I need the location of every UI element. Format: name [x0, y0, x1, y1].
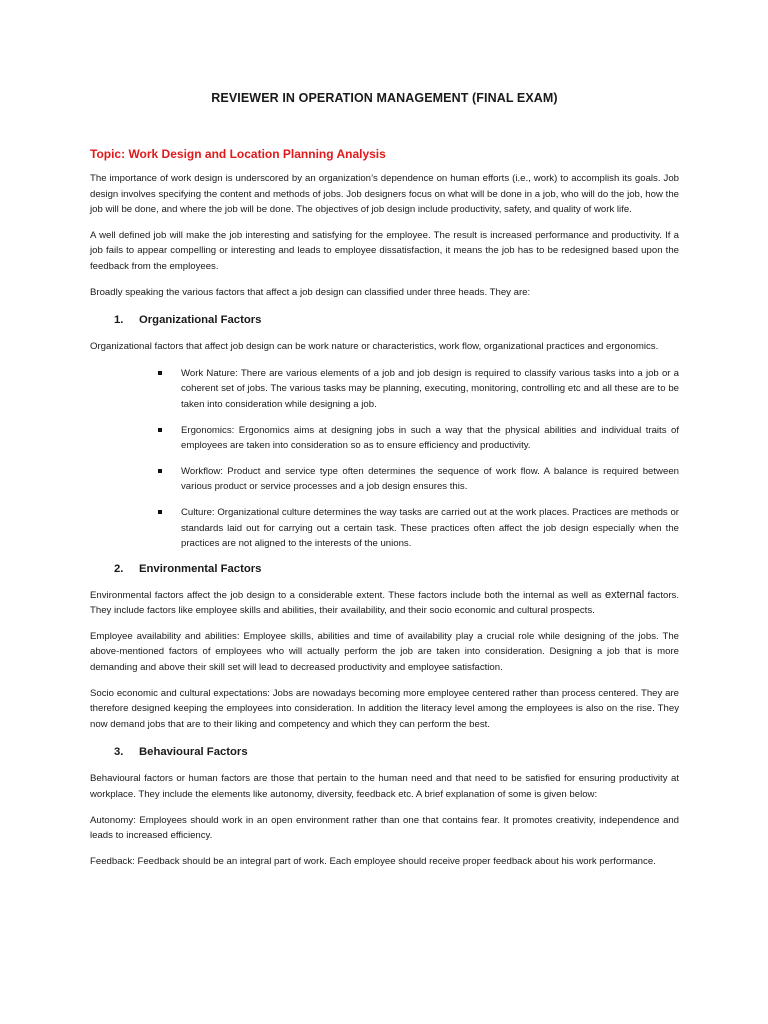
section-heading-environmental: [90, 562, 679, 577]
organizational-paragraph: Organizational factors that affect job design can be work nature or characteristics, work flow, organizational practices and ergonomics.: [90, 341, 659, 353]
section-title: Organizational Factors: [139, 314, 262, 327]
topic-heading: Topic: Work Design and Location Planning Analysis: [90, 147, 386, 161]
list-item-text: Ergonomics: Ergonomics aims at designing jobs in such a way that the physical abilities and individual traits of employees are taken into consideration so as to ensure efficiency and productivity.: [181, 424, 679, 452]
intro-paragraph-2: A well defined job will make the job interesting and satisfying for the employee. The result is increased performance and productivity. If a job fails to appear compelling or interesting and leads to employee dissatisfaction, it means the job has to be redesigned based upon the feedback from the employees.: [90, 229, 679, 272]
section-title: Behavioural Factors: [139, 746, 248, 759]
section-number: 1.: [114, 314, 124, 327]
list-item: [181, 366, 679, 413]
environmental-paragraph-2: Employee availability and abilities: Employee skills, abilities and time of availability play a crucial role while designing of the jobs. The above-mentioned factors of employees who will actually perform the job are taken into consideration. Designing a job that is more demanding and above their skill set will lead to decreased productivity and employee satisfaction.: [90, 630, 679, 674]
intro-paragraph-3: Broadly speaking the various factors that affect a job design can classified under three heads. They are:: [90, 286, 531, 298]
list-item: [181, 464, 679, 495]
intro-paragraph-1: The importance of work design is underscored by an organization’s dependence on human efforts (i.e., work) to accomplish its goals. Job design involves specifying the content and methods of jobs. Job designers focus on what will be done in a job, who will do the job, how the job will be done, and where the job will be done. The objectives of job design include productivity, safety, and quality of work life.: [90, 173, 679, 216]
section-number: 3.: [114, 746, 124, 759]
document-title: REVIEWER IN OPERATION MANAGEMENT (FINAL EXAM): [211, 91, 558, 105]
bullet-square-icon: [158, 428, 162, 432]
organizational-factors-list: [90, 366, 679, 552]
section-heading-organizational: [90, 313, 679, 328]
bullet-square-icon: [158, 371, 162, 375]
section-heading-behavioural: [90, 745, 679, 760]
section-title: Environmental Factors: [139, 562, 262, 575]
bullet-square-icon: [158, 469, 162, 473]
bullet-square-icon: [158, 510, 162, 514]
emphasized-word: external: [605, 588, 645, 601]
environmental-paragraph-1: [90, 588, 679, 619]
behavioural-paragraph-3: Feedback: Feedback should be an integral part of work. Each employee should receive proper feedback about his work performance.: [90, 855, 656, 867]
paragraph-text: Environmental factors affect the job design to a considerable extent. These factors include both the internal as well as: [90, 589, 605, 601]
behavioural-paragraph-2: Autonomy: Employees should work in an open environment rather than one that contains fear. It promotes creativity, independence and leads to increased efficiency.: [90, 814, 679, 842]
list-item-text: Work Nature: There are various elements of a job and job design is required to classify various tasks into a job or a coherent set of jobs. The various tasks may be planning, executing, monitoring, controlling etc and all these are to be taken into consideration while designing a job.: [181, 367, 679, 410]
section-number: 2.: [114, 562, 124, 575]
list-item: [181, 423, 679, 454]
environmental-paragraph-3: Socio economic and cultural expectations: Jobs are nowadays becoming more employee centered rather than process centered. They are therefore designed keeping the employees into consideration. In addition the literacy level among the employees is also on the rise. They now demand jobs that are to their liking and competency and which they can perform the best.: [90, 687, 679, 730]
behavioural-paragraph-1: Behavioural factors or human factors are those that pertain to the human need and that need to be satisfied for ensuring productivity at workplace. They include the elements like autonomy, diversity, feedback etc. A brief explanation of some is given below:: [90, 773, 679, 801]
list-item: [181, 505, 679, 552]
list-item-text: Culture: Organizational culture determines the way tasks are carried out at the work places. Practices are methods or standards laid out for carrying out a certain task. These practices often affect the job design especially when the practices are not aligned to the interests of the unions.: [181, 506, 679, 550]
paragraph-text: factors. They include factors like employee skills and abilities, their availability, and their socio economic and cultural prospects.: [90, 589, 680, 617]
list-item-text: Workflow: Product and service type often determines the sequence of work flow. A balance is required between various product or service processes and a job design ensures this.: [181, 465, 679, 493]
